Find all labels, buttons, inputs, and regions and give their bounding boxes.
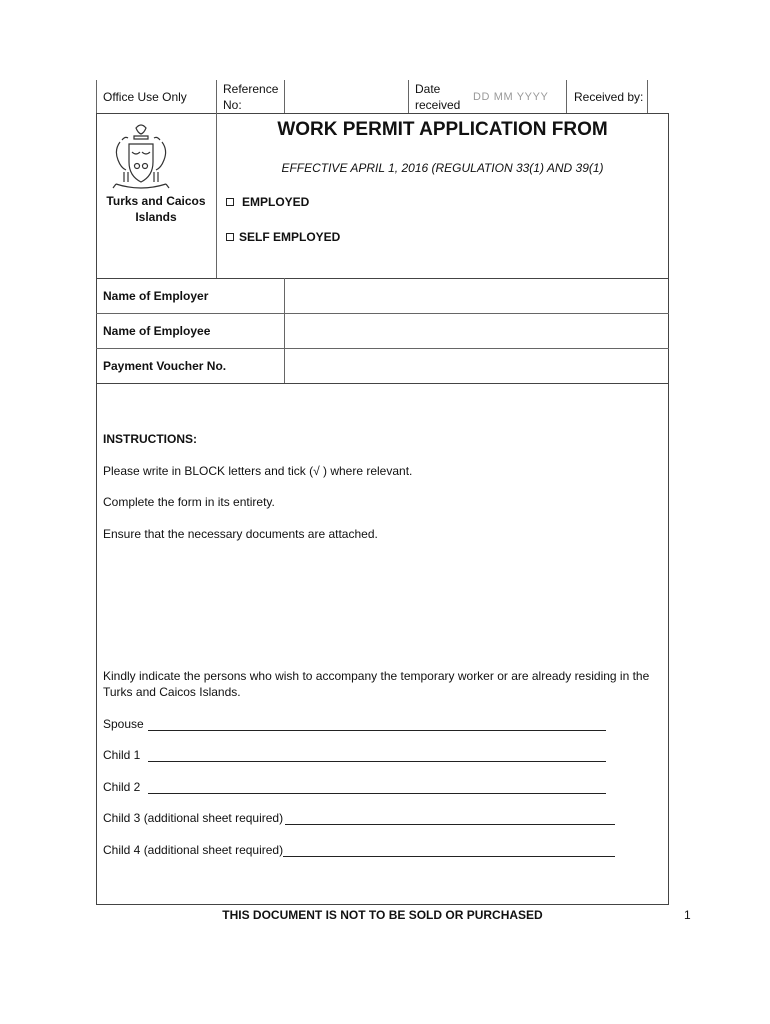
child-3-field[interactable] bbox=[285, 824, 615, 825]
child-2-label: Child 2 bbox=[103, 780, 141, 794]
child-1-field[interactable] bbox=[148, 761, 606, 762]
form-title: WORK PERMIT APPLICATION FROM bbox=[277, 119, 608, 140]
accompany-intro: Kindly indicate the persons who wish to accompany the temporary worker or are already residing in the bbox=[103, 669, 650, 683]
reference-no-field[interactable] bbox=[286, 82, 406, 112]
child-4-field[interactable] bbox=[283, 856, 615, 857]
name-of-employer-field[interactable] bbox=[286, 280, 667, 312]
child-2-field[interactable] bbox=[148, 793, 606, 794]
page-number: 1 bbox=[684, 908, 691, 922]
instruction-line: Ensure that the necessary documents are attached. bbox=[103, 527, 378, 541]
name-of-employee-label: Name of Employee bbox=[103, 324, 211, 338]
instruction-line: Please write in BLOCK letters and tick (√ ) where relevant. bbox=[103, 464, 413, 478]
instructions-heading: INSTRUCTIONS: bbox=[103, 432, 197, 446]
footer-notice: THIS DOCUMENT IS NOT TO BE SOLD OR PURCHASED bbox=[222, 908, 543, 922]
child-4-label: Child 4 (additional sheet required) bbox=[103, 843, 284, 857]
spouse-label: Spouse bbox=[103, 717, 144, 731]
reference-label-no: No: bbox=[223, 98, 242, 112]
reference-label: Reference bbox=[223, 82, 279, 96]
received-by-label: Received by: bbox=[574, 90, 644, 104]
accompany-intro-2: Turks and Caicos Islands. bbox=[103, 685, 241, 699]
date-received-field[interactable]: DD MM YYYY bbox=[473, 91, 549, 103]
child-1-label: Child 1 bbox=[103, 748, 141, 762]
coat-of-arms-icon bbox=[110, 122, 172, 192]
self-employed-checkbox[interactable] bbox=[226, 233, 234, 241]
country-name-line1: Turks and Caicos bbox=[106, 194, 206, 208]
effective-date-text: EFFECTIVE APRIL 1, 2016 (REGULATION 33(1) AND 39(1) bbox=[281, 161, 604, 175]
country-name-line2: Islands bbox=[135, 210, 177, 224]
child-3-label: Child 3 (additional sheet required) bbox=[103, 811, 284, 825]
instruction-line: Complete the form in its entirety. bbox=[103, 495, 275, 509]
name-of-employee-field[interactable] bbox=[286, 315, 667, 347]
office-use-only-label: Office Use Only bbox=[103, 90, 187, 104]
spouse-field[interactable] bbox=[148, 730, 606, 731]
employed-checkbox[interactable] bbox=[226, 198, 234, 206]
payment-voucher-label: Payment Voucher No. bbox=[103, 359, 227, 373]
instructions-section bbox=[96, 383, 669, 905]
date-received-label: Date bbox=[415, 82, 441, 96]
name-of-employer-label: Name of Employer bbox=[103, 289, 209, 303]
payment-voucher-field[interactable] bbox=[286, 350, 667, 382]
employed-label: EMPLOYED bbox=[242, 195, 310, 209]
self-employed-label: SELF EMPLOYED bbox=[239, 230, 341, 244]
date-received-label-2: received bbox=[415, 98, 461, 112]
